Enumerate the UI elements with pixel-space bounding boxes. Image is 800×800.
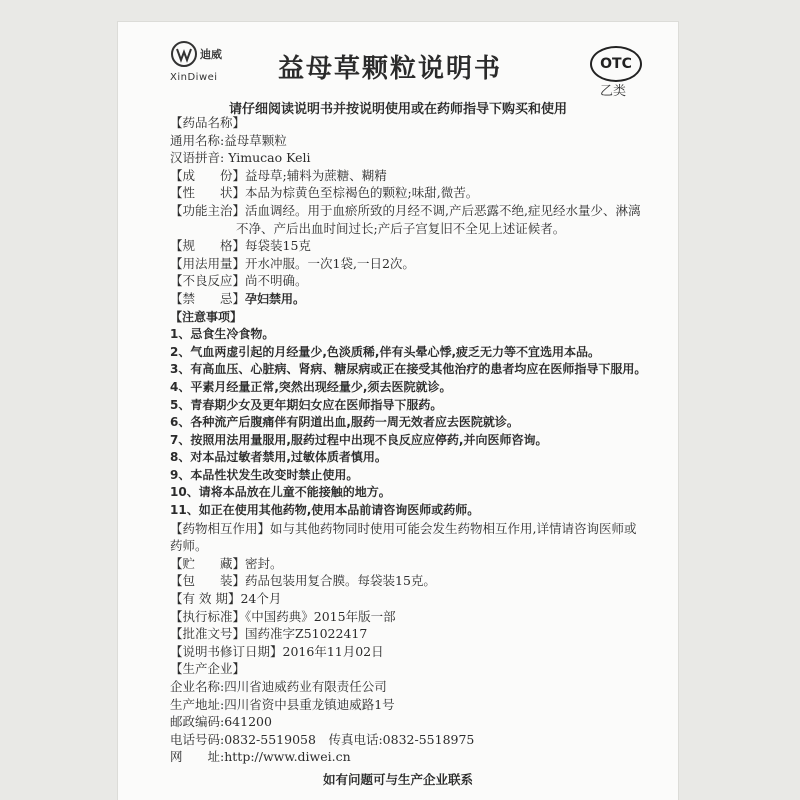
address-row bbox=[170, 696, 648, 714]
precaution-item: 11、如正在使用其他药物,使用本品前请咨询医师或药师。 bbox=[170, 503, 480, 518]
usage-notice: 请仔细阅读说明书并按说明使用或在药师指导下购买和使用 bbox=[228, 102, 567, 117]
precaution-item: 3、有高血压、心脏病、肾病、糖尿病或正在接受其他治疗的患者均应在医师指导下服用。 bbox=[170, 362, 647, 377]
field-value: 每袋装15克 bbox=[245, 238, 311, 254]
postal-code-row bbox=[170, 713, 648, 731]
field-label: 【批准文号】 bbox=[170, 626, 246, 642]
field-label: 【规 格】 bbox=[170, 238, 246, 254]
precaution-item: 1、忌食生冷食物。 bbox=[170, 327, 275, 342]
field-label: 通用名称: bbox=[170, 132, 225, 148]
precautions-heading: 【注意事项】 bbox=[170, 309, 243, 324]
precaution-item: 9、本品性状发生改变时禁止使用。 bbox=[170, 467, 359, 482]
field-label: 【执行标准】 bbox=[170, 608, 246, 624]
field-value: 活血调经。用于血瘀所致的月经不调,产后恶露不绝,症见经水量少、淋漓不净、产后出血时间过长;产后子宫复旧不全见上述证候者。 bbox=[236, 202, 641, 236]
field-value: 本品为棕黄色至棕褐色的颗粒;味甜,微苦。 bbox=[245, 185, 479, 201]
leaflet-sheet bbox=[118, 22, 678, 800]
field-label: 传真电话: bbox=[328, 731, 383, 747]
otc-badge: OTC bbox=[590, 46, 642, 82]
approval-row bbox=[170, 625, 648, 643]
precaution-item: 8、对本品过敏者禁用,过敏体质者慎用。 bbox=[170, 450, 387, 465]
field-label: 【说明书修订日期】 bbox=[170, 643, 283, 659]
field-label: 邮政编码: bbox=[170, 714, 225, 730]
field-value: 国药准字Z51022417 bbox=[245, 626, 368, 642]
field-label: 网 址: bbox=[170, 749, 225, 765]
field-label: 企业名称: bbox=[170, 679, 225, 694]
manufacturer-heading: 【生产企业】 bbox=[170, 661, 246, 677]
drug-name-heading: 【药品名称】 bbox=[170, 115, 246, 130]
dosage-row bbox=[170, 255, 648, 273]
precaution-item: 7、按照用法用量服用,服药过程中出现不良反应应停药,并向医师咨询。 bbox=[170, 432, 548, 447]
category-label: 乙类 bbox=[600, 84, 627, 99]
field-label: 【不良反应】 bbox=[170, 273, 246, 289]
storage-row bbox=[170, 555, 648, 573]
precaution-item: 5、青春期少女及更年期妇女应在医师指导下服药。 bbox=[170, 397, 443, 412]
pinyin-row bbox=[170, 149, 648, 167]
company-name-row bbox=[170, 678, 648, 696]
precaution-item: 2、气血两虚引起的月经量少,色淡质稀,伴有头晕心悸,疲乏无力等不宜选用本品。 bbox=[170, 344, 601, 359]
field-label: 生产地址: bbox=[170, 696, 225, 712]
logo-mark-icon bbox=[170, 40, 198, 68]
field-label: 【贮 藏】 bbox=[170, 555, 246, 571]
field-value: 0832-5519058 bbox=[224, 731, 316, 747]
field-label: 汉语拼音: bbox=[170, 150, 225, 166]
field-label: 【禁 忌】 bbox=[170, 290, 246, 306]
field-value: 2016年11月02日 bbox=[282, 643, 384, 659]
precaution-item: 10、请将本品放在儿童不能接触的地方。 bbox=[170, 485, 391, 500]
field-label: 【包 装】 bbox=[170, 573, 246, 589]
field-label: 【性 状】 bbox=[170, 185, 246, 201]
interactions-row bbox=[170, 520, 648, 555]
precaution-item: 4、平素月经量正常,突然出现经量少,须去医院就诊。 bbox=[170, 379, 452, 394]
standard-row bbox=[170, 608, 648, 626]
field-label: 【有 效 期】 bbox=[170, 591, 241, 607]
indications-row bbox=[170, 202, 648, 237]
field-value: 尚不明确。 bbox=[245, 273, 308, 289]
field-value: 四川省迪威药业有限责任公司 bbox=[224, 679, 387, 694]
common-name-row bbox=[170, 132, 648, 150]
field-value: 《中国药典》2015年版一部 bbox=[245, 608, 396, 624]
validity-row bbox=[170, 590, 648, 608]
field-value: 如与其他药物同时使用可能会发生药物相互作用,详情请咨询医师或药师。 bbox=[170, 520, 637, 554]
properties-row bbox=[170, 184, 648, 202]
revision-date-row bbox=[170, 643, 648, 661]
field-label: 【成 份】 bbox=[170, 167, 246, 183]
website-row bbox=[170, 748, 648, 766]
field-value: 益母草;辅料为蔗糖、糊精 bbox=[245, 167, 387, 183]
field-value: 密封。 bbox=[245, 555, 283, 571]
specification-row bbox=[170, 237, 648, 255]
leaflet-content bbox=[170, 114, 648, 766]
field-value: 24个月 bbox=[240, 591, 282, 607]
phone-fax-row bbox=[170, 731, 648, 749]
field-value: http://www.diwei.cn bbox=[224, 749, 351, 765]
field-value: Yimucao Keli bbox=[228, 150, 311, 166]
field-value: 孕妇禁用。 bbox=[245, 291, 306, 306]
field-value: 益母草颗粒 bbox=[224, 132, 287, 148]
field-value: 641200 bbox=[224, 714, 272, 730]
package-row bbox=[170, 572, 648, 590]
logo-chinese-text: 迪威 bbox=[200, 48, 222, 61]
contraindications-row bbox=[170, 290, 648, 309]
page-title: 益母草颗粒说明书 bbox=[278, 54, 503, 84]
field-value: 四川省资中县重龙镇迪威路1号 bbox=[224, 696, 395, 712]
field-value: 0832-5518975 bbox=[382, 731, 475, 747]
company-logo bbox=[170, 40, 250, 90]
logo-english-text: XinDiwei bbox=[170, 72, 218, 83]
field-value: 药品包装用复合膜。每袋装15克。 bbox=[245, 573, 436, 589]
adverse-reactions-row bbox=[170, 272, 648, 290]
contact-footer: 如有问题可与生产企业联系 bbox=[322, 772, 473, 787]
field-label: 【功能主治】 bbox=[170, 202, 246, 218]
precaution-item: 6、各种流产后腹痛伴有阴道出血,服药一周无效者应去医院就诊。 bbox=[170, 415, 519, 430]
field-label: 【用法用量】 bbox=[170, 255, 246, 271]
ingredients-row bbox=[170, 167, 648, 185]
field-label: 电话号码: bbox=[170, 731, 225, 747]
field-value: 开水冲服。一次1袋,一日2次。 bbox=[245, 255, 415, 271]
field-label: 【药物相互作用】 bbox=[170, 520, 271, 536]
